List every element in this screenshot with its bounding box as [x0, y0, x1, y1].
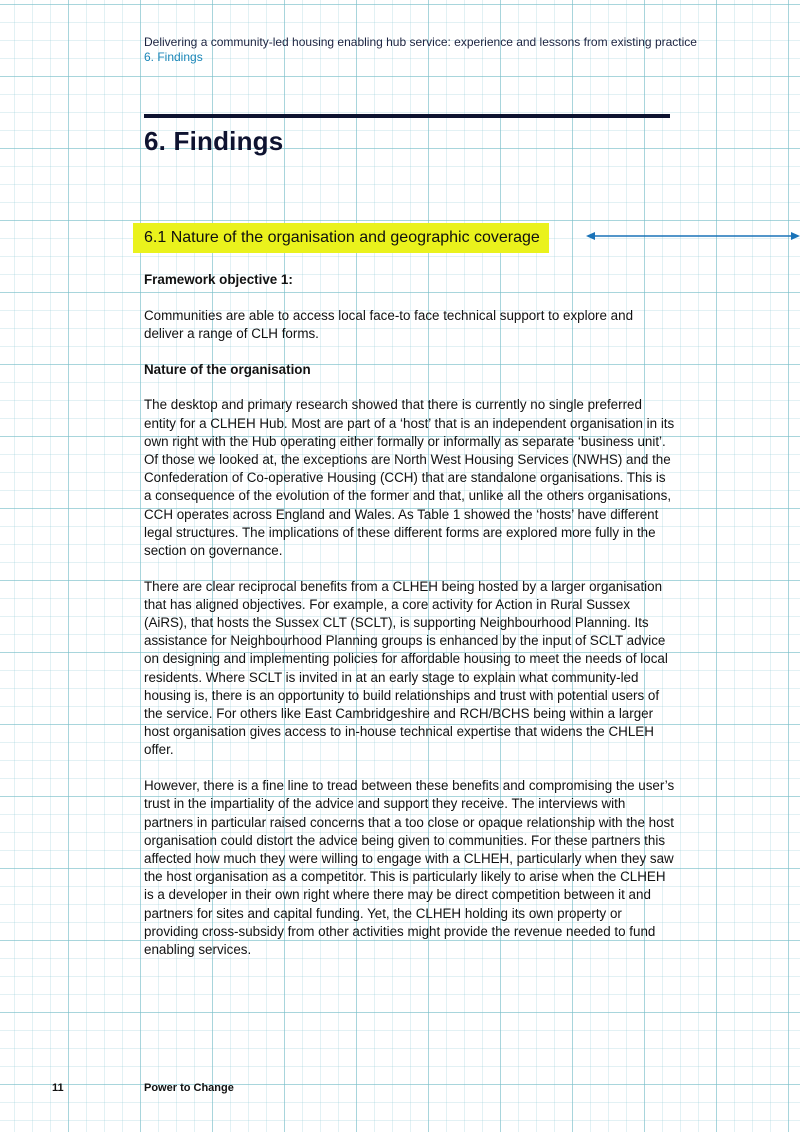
body-paragraph: The desktop and primary research showed that there is currently no single preferred entity for a CLHEH Hub. Most are part of a ‘host’ that is an independent organisation in its own right with the Hub operating either formally or informally as separate ‘business unit’. Of those we looked at, the exceptions are North West Housing Services (NWHS) and the Confederation of Co-operative Housing (CCH) that are standalone organisations. This is a consequence of the evolution of the former and that, unlike all the others organisations, CCH operates across England and Wales. As Table 1 showed the ‘hosts’ have different legal structures. The implications of these different forms are explored more fully in the section on governance.	[144, 397, 675, 558]
subsection-heading	[133, 223, 549, 253]
running-header	[144, 35, 697, 65]
body-paragraph: However, there is a fine line to tread between these benefits and compromising the user’s trust in the impartiality of the advice and support they receive. The interviews with partners in particular raised concerns that a too close or opaque relationship with the host organisation could distort the advice being given to communities. For these partners this affected how much they were willing to engage with a CLHEH, particularly when they saw the host organisation as a competitor. This is particularly likely to arise when the CLHEH is a developer in their own right where there may be direct competition between it and partners for sites and capital funding. Yet, the CLHEH holding its own property or providing cross-subsidy from other activities might provide the revenue needed to fund enabling services.	[144, 778, 675, 957]
document-title: Delivering a community-led housing enabling hub service: experience and lessons from existing practice	[144, 35, 697, 49]
section-reference: 6. Findings	[144, 50, 203, 64]
body-content	[144, 271, 676, 977]
page-title: 6. Findings	[144, 126, 284, 156]
page-number: 11	[52, 1082, 64, 1094]
title-rule	[144, 114, 670, 118]
footer-organisation: Power to Change	[144, 1082, 234, 1094]
subsection-title: 6.1 Nature of the organisation and geographic coverage	[133, 223, 549, 253]
double-arrow-icon	[586, 229, 800, 243]
objective-text: Communities are able to access local face-to face technical support to explore and deliver a range of CLH forms.	[144, 307, 634, 341]
body-paragraph: There are clear reciprocal benefits from a CLHEH being hosted by a larger organisation that has aligned objectives. For example, a core activity for Action in Rural Sussex (AiRS), that hosts the Sussex CLT (SCLT), is supporting Neighbourhood Planning. Its assistance for Neighbourhood Planning groups is enhanced by the input of SCLT advice on designing and implementing policies for affordable housing to meet the needs of local residents. Where SCLT is invited in at an early stage to explain what community-led housing is, there is an opportunity to build relationships and trust with potential users of the service. For others like East Cambridgeshire and RCH/BCHS being within a larger host organisation gives access to in-house technical expertise that widens the CHLEH offer.	[144, 578, 668, 758]
nature-heading: Nature of the organisation	[144, 361, 311, 377]
objective-label: Framework objective 1:	[144, 272, 293, 287]
